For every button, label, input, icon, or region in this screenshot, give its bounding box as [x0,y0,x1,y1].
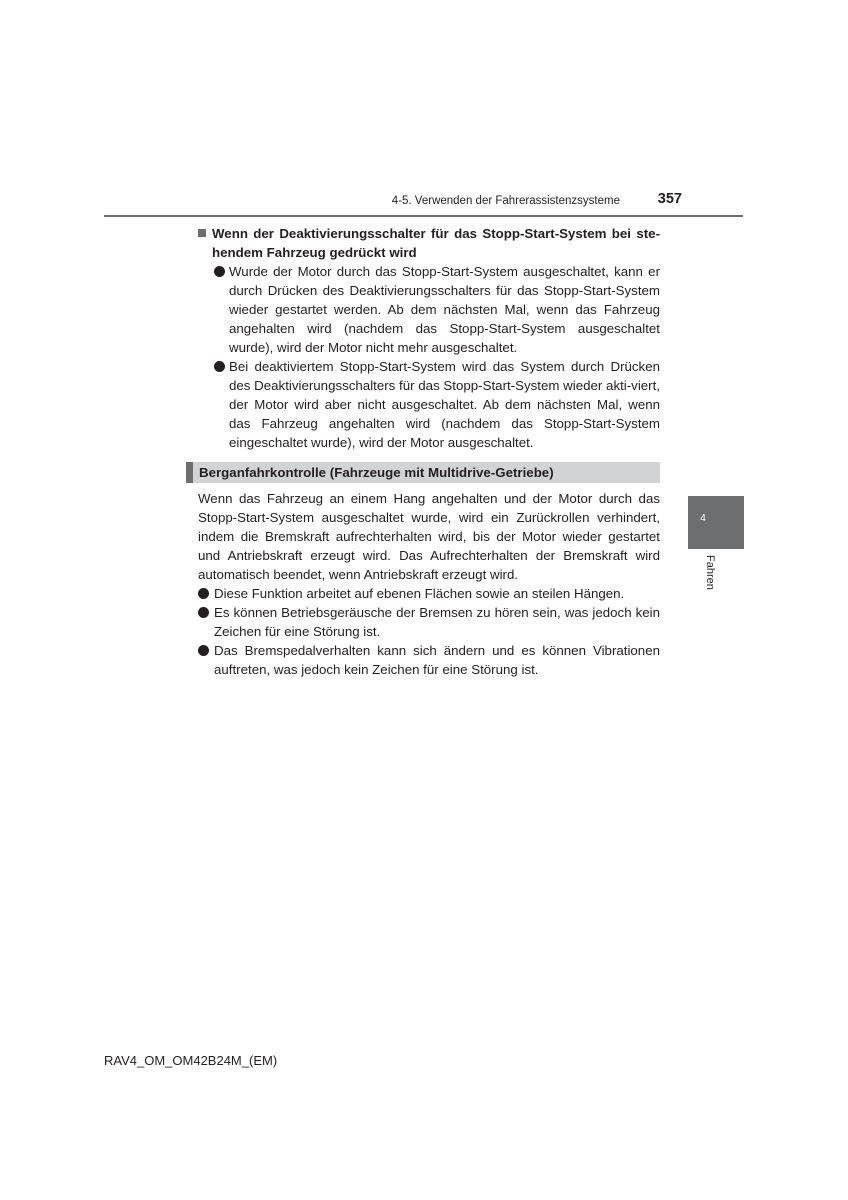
header-rule [104,215,743,217]
list-item [186,641,660,679]
list-item-text: Wurde der Motor durch das Stopp-Start-System ausgeschaltet, kann er durch Drücken des Deaktivierungsschalters für das Stopp-Start-System wieder gestartet werden. Ab dem nächsten Mal, wenn das Fahrzeug angehalten wird (nachdem das Stopp-Start-System ausgeschaltet wurde), wird der Motor nicht mehr ausgeschaltet. [229,264,660,355]
list-item-text: Das Bremspedalverhalten kann sich ändern und es können Vibrationen auftreten, was jedoch kein Zeichen für eine Störung ist. [214,643,660,677]
page-content [186,224,660,679]
list-item-text: Bei deaktiviertem Stopp-Start-System wird das System durch Drücken des Deaktivierungsschalters für das Stopp-Start-System wieder akti-viert, der Motor wird aber nicht ausgeschaltet. Ab dem nächsten Mal, wenn das Fahrzeug angehalten wird (nachdem das Stopp-Start-System eingeschaltet wurde), wird der Motor ausgeschaltet. [229,359,660,450]
page-number: 357 [657,191,682,207]
running-header-section: 4-5. Verwenden der Fahrerassistenzsysteme [391,195,620,207]
chapter-number: 4 [700,513,706,524]
chapter-label: Fahren [704,555,716,590]
chapter-tab [688,496,744,549]
bullet-dot-icon [198,645,209,656]
subheading-block1 [186,224,660,262]
list-item [186,357,660,452]
bullet-dot-icon [214,361,225,372]
subheading-text: Wenn der Deaktivierungsschalter für das Stopp-Start-System bei ste-hendem Fahrzeug gedrückt wird [212,226,660,260]
bullet-dot-icon [198,607,209,618]
list-item-text: Es können Betriebsgeräusche der Bremsen zu hören sein, was jedoch kein Zeichen für eine Störung ist. [214,605,660,639]
section-paragraph: Wenn das Fahrzeug an einem Hang angehalten und der Motor durch das Stopp-Start-System ausgeschaltet wurde, wird ein Zurückrollen verhindert, indem die Bremskraft aufrechterhalten wird, bis der Motor wieder gestartet und Antriebskraft erzeugt wird. Das Aufrechterhalten der Bremskraft wird automatisch beendet, wenn Antriebskraft erzeugt wird. [198,491,660,582]
footer-code: RAV4_OM_OM42B24M_(EM) [104,1053,278,1068]
square-bullet-icon [198,229,206,237]
list-item [186,584,660,603]
list-item-text: Diese Funktion arbeitet auf ebenen Flächen sowie an steilen Hängen. [214,586,625,601]
section2-list [186,584,660,679]
list-item [186,262,660,357]
block1-list [186,262,660,452]
section-title-bar: Berganfahrkontrolle (Fahrzeuge mit Multidrive-Getriebe) [186,462,660,483]
bullet-dot-icon [198,588,209,599]
list-item [186,603,660,641]
bullet-dot-icon [214,266,225,277]
